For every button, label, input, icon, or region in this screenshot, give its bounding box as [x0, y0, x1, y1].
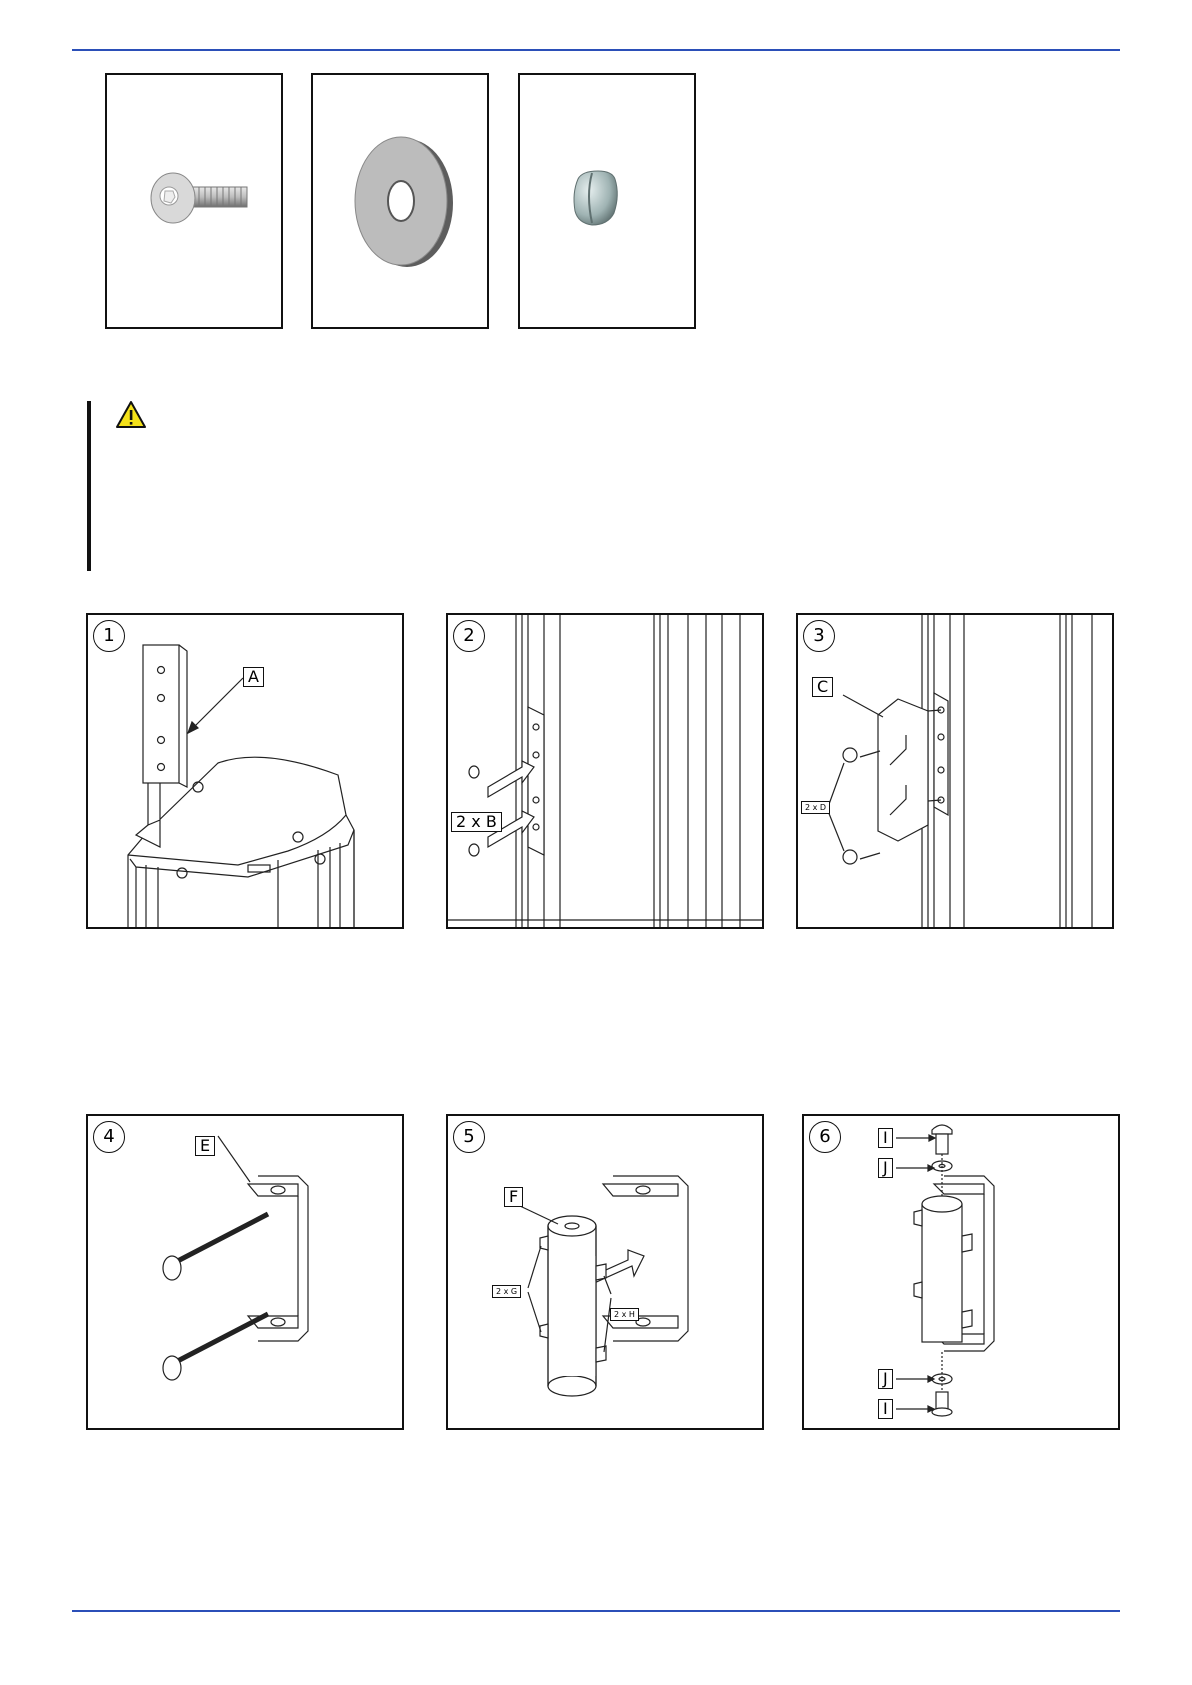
step-4-illustration	[86, 1114, 404, 1430]
part-label-2xg: 2 x G	[492, 1285, 521, 1298]
button-head-screw-image	[107, 75, 281, 327]
step-number: 3	[803, 620, 835, 652]
washer-image	[313, 75, 487, 327]
part-label-2xh: 2 x H	[610, 1308, 639, 1321]
part-label-i-bottom: I	[878, 1399, 893, 1419]
part-label-2xd: 2 x D	[801, 801, 830, 814]
part-label-j-top: J	[878, 1158, 893, 1178]
step-number: 2	[453, 620, 485, 652]
step-3-illustration	[796, 613, 1114, 929]
part-cap-box	[518, 73, 696, 329]
part-label-j-bottom: J	[878, 1369, 893, 1389]
step-number: 1	[93, 620, 125, 652]
part-label-a: A	[243, 667, 264, 687]
part-label-i-top: I	[878, 1128, 893, 1148]
step-1-illustration	[86, 613, 404, 929]
part-label-f: F	[504, 1187, 523, 1207]
part-label-e: E	[195, 1136, 215, 1156]
header-rule	[72, 49, 1120, 51]
warning-bar	[87, 401, 91, 571]
part-washer-box	[311, 73, 489, 329]
warning-triangle-icon	[115, 400, 147, 429]
footer-rule	[72, 1610, 1120, 1612]
step-6-illustration	[802, 1114, 1120, 1430]
step-2-illustration	[446, 613, 764, 929]
part-label-c: C	[812, 677, 833, 697]
step-number: 4	[93, 1121, 125, 1153]
part-label-2xb: 2 x B	[451, 812, 502, 832]
cap-image	[520, 75, 694, 327]
step-number: 5	[453, 1121, 485, 1153]
step-number: 6	[809, 1121, 841, 1153]
step-5-illustration	[446, 1114, 764, 1430]
part-screw-box	[105, 73, 283, 329]
